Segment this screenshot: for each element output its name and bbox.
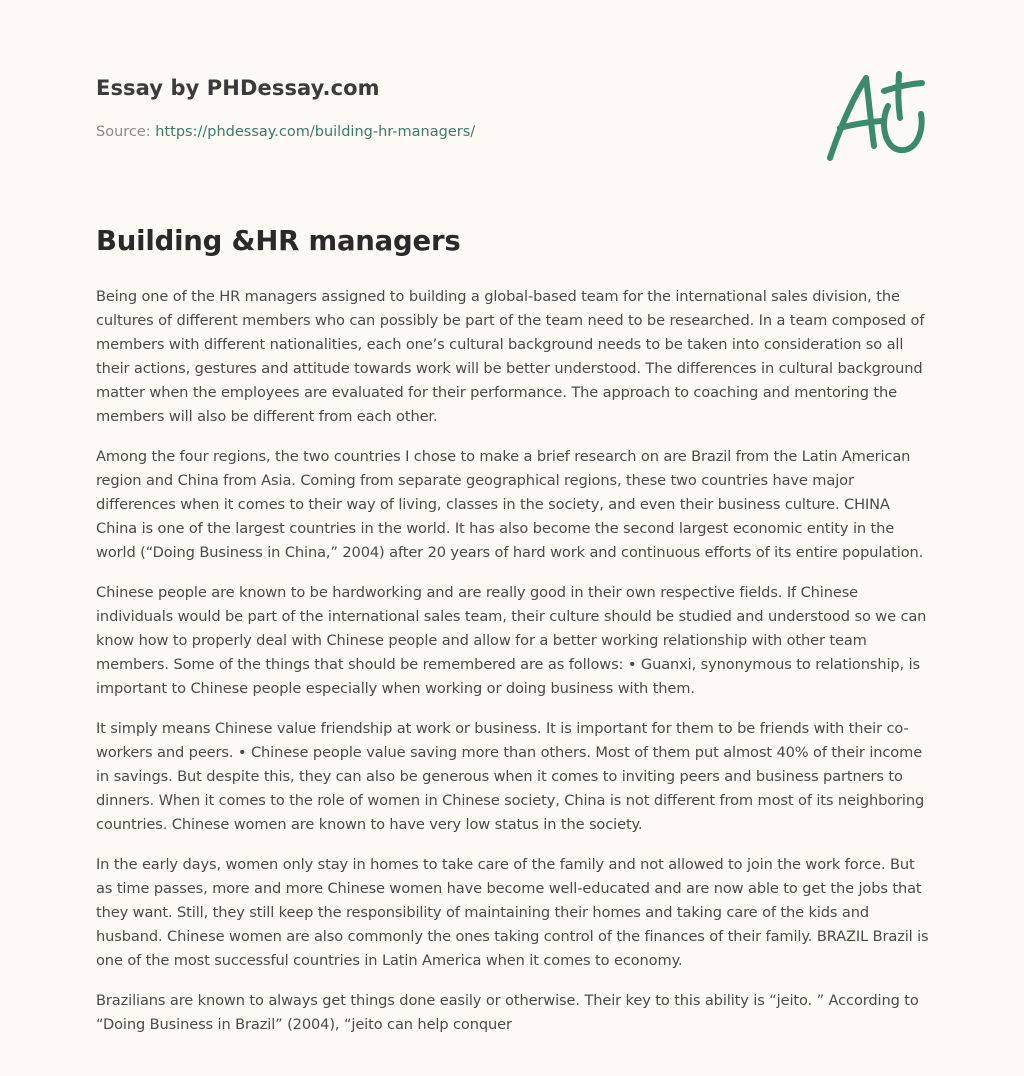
essay-body (96, 285, 934, 1053)
source-label: Source: (96, 124, 156, 140)
essay-paragraph: Brazilians are known to always get things done easily or otherwise. Their key to this ability is “jeito. ” According to “Doing Business in Brazil” (2004), “jeito can help conquer (96, 992, 919, 1033)
a-plus-logo-icon (826, 66, 930, 166)
source-line (96, 124, 475, 140)
essay-title: Building &HR managers (96, 225, 461, 257)
site-brand: Essay by PHDessay.com (96, 76, 380, 100)
source-link[interactable]: https://phdessay.com/building-hr-managers/ (155, 124, 476, 140)
essay-paragraph: Chinese people are known to be hardworking and are really good in their own respective fields. If Chinese individuals would be part of the international sales team, their culture should be studied and understood so we can know how to properly deal with Chinese people and allow for a better working relationship with other team members. Some of the things that should be remembered are as follows: • Guanxi, synonymous to relationship, is important to Chinese people especially when working or doing business with them. (96, 584, 927, 697)
essay-paragraph: In the early days, women only stay in homes to take care of the family and not allowed to join the work force. But as time passes, more and more Chinese women have become well-educated and are now able to get the jobs that they want. Still, they still keep the responsibility of maintaining their homes and taking care of the kids and husband. Chinese women are also commonly the ones taking control of the finances of their family. BRAZIL Brazil is one of the most successful countries in Latin America when it comes to economy. (96, 856, 929, 969)
essay-paragraph: It simply means Chinese value friendship at work or business. It is important for them to be friends with their co-workers and peers. • Chinese people value saving more than others. Most of them put almost 40% of their income in savings. But despite this, they can also be generous when it comes to inviting peers and business partners to dinners. When it comes to the role of women in Chinese society, China is not different from most of its neighboring countries. Chinese women are known to have very low status in the society. (96, 720, 925, 833)
essay-paragraph: Being one of the HR managers assigned to building a global-based team for the international sales division, the cultures of different members who can possibly be part of the team need to be researched. In a team composed of members with different nationalities, each one’s cultural background needs to be taken into consideration so all their actions, gestures and attitude towards work will be better understood. The differences in cultural background matter when the employees are evaluated for their performance. The approach to coaching and mentoring the members will also be different from each other. (96, 288, 925, 425)
essay-paragraph: Among the four regions, the two countries I chose to make a brief research on are Brazil from the Latin American region and China from Asia. Coming from separate geographical regions, these two countries have major differences when it comes to their way of living, classes in the society, and even their business culture. CHINA China is one of the largest countries in the world. It has also become the second largest economic entity in the world (“Doing Business in China,” 2004) after 20 years of hard work and continuous efforts of its entire population. (96, 448, 924, 561)
